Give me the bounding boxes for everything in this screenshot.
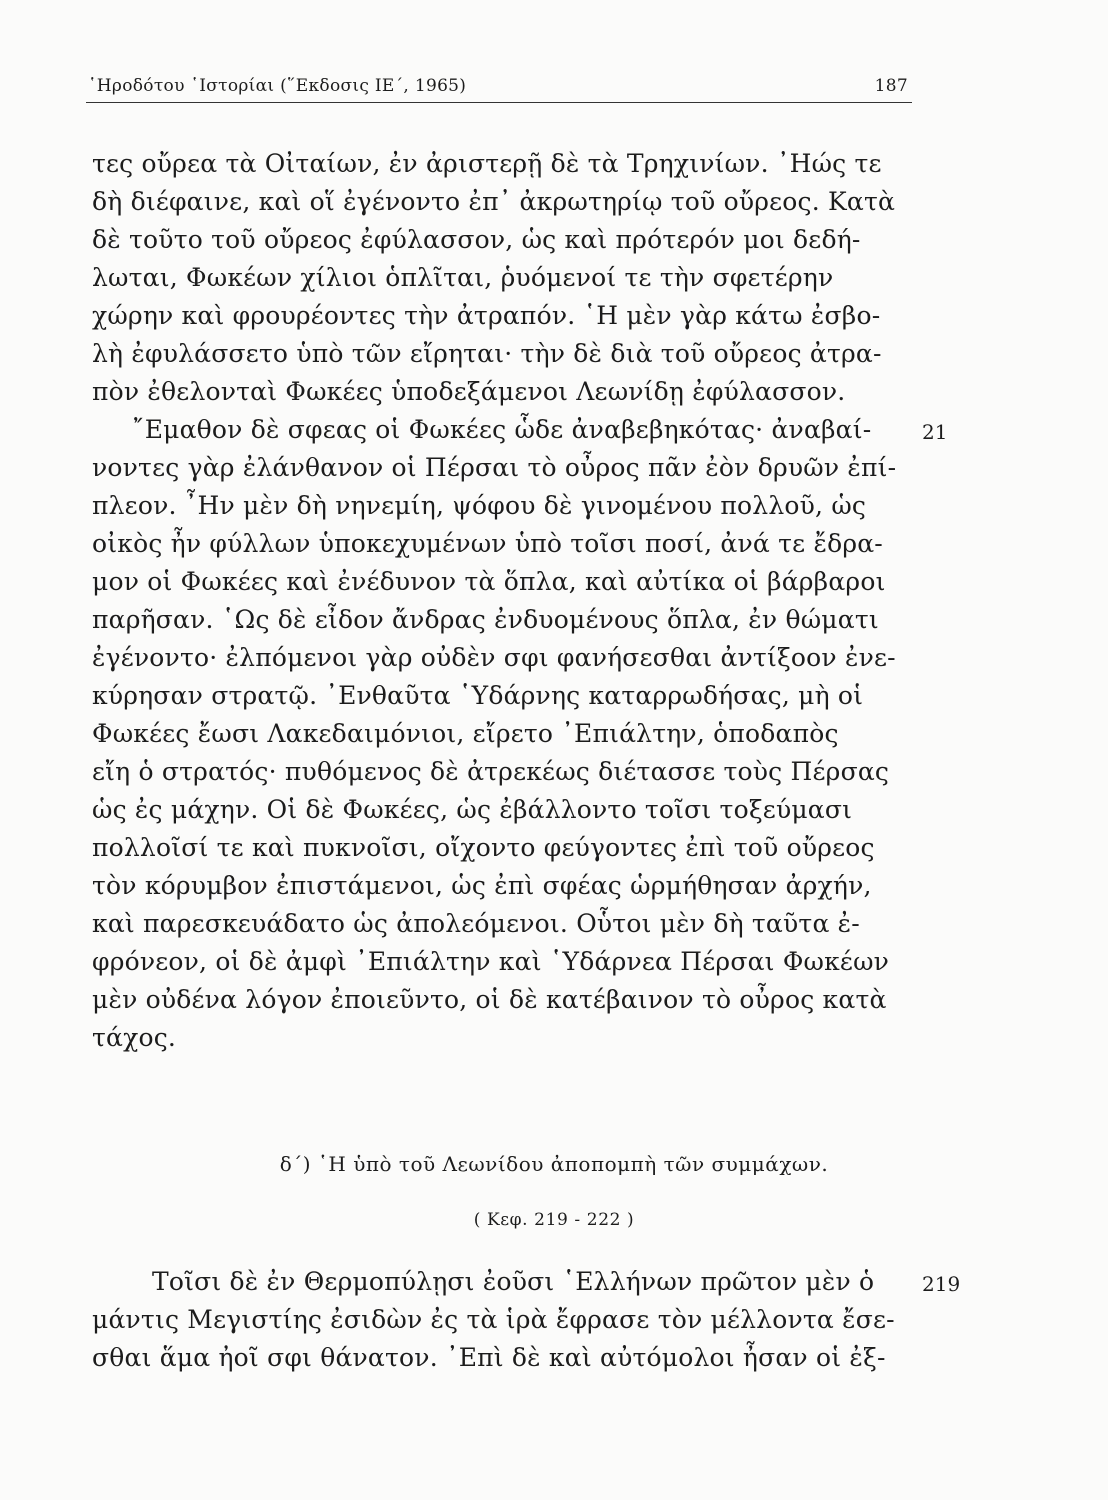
text-line: ῎Εμαθον δὲ σφεας οἱ Φωκέες ὧδε ἀναβεβηκότας· ἀναβαί- — [132, 415, 872, 444]
text-line: πολλοῖσί τε καὶ πυκνοῖσι, οἴχοντο φεύγοντες ἐπὶ τοῦ οὔρεος — [92, 833, 875, 862]
text-line: ὡς ἐς μάχην. Οἱ δὲ Φωκέες, ὡς ἐβάλλοντο τοῖσι τοξεύμασι — [92, 795, 853, 824]
header-rule — [86, 102, 912, 103]
text-line: τες οὔρεα τὰ Οἰταίων, ἐν ἀριστερῇ δὲ τὰ Τρηχινίων. ᾽Ηώς τε — [92, 149, 882, 178]
text-line: εἴη ὁ στρατός· πυθόμενος δὲ ἀτρεκέως διέτασσε τοὺς Πέρσας — [92, 757, 890, 786]
text-line: τάχος. — [92, 1023, 177, 1052]
running-head-title: ῾Ηροδότου ῾Ιστορίαι (῞Εκδοσις ΙΕ΄, 1965) — [88, 76, 467, 96]
text-line: παρῆσαν. ῾Ως δὲ εἶδον ἄνδρας ἐνδυομένους ὅπλα, ἐν θώματι — [92, 605, 879, 634]
margin-chapter-number: 219 — [922, 1272, 961, 1296]
text-line: φρόνεον, οἱ δὲ ἀμφὶ ᾽Επιάλτην καὶ ῾Υδάρνεα Πέρσαι Φωκέων — [92, 947, 890, 976]
text-line: κύρησαν στρατῷ. ᾽Ενθαῦτα ῾Υδάρνης καταρρωδήσας, μὴ οἱ — [92, 681, 864, 710]
section-heading: δ΄) ῾Η ὑπὸ τοῦ Λεωνίδου ἀποπομπὴ τῶν συμμάχων. — [279, 1152, 829, 1176]
text-line: τὸν κόρυμβον ἐπιστάμενοι, ὡς ἐπὶ σφέας ὡρμήθησαν ἀρχήν, — [92, 871, 872, 900]
text-line: οἰκὸς ἦν φύλλων ὑποκεχυμένων ὑπὸ τοῖσι ποσί, ἀνά τε ἔδρα- — [92, 529, 883, 558]
text-line: δὴ διέφαινε, καὶ οἵ ἐγένοντο ἐπ᾽ ἀκρωτηρίῳ τοῦ οὔρεος. Κατὰ — [92, 187, 896, 216]
text-line: δὲ τοῦτο τοῦ οὔρεος ἐφύλασσον, ὡς καὶ πρότερόν μοι δεδή- — [92, 225, 861, 254]
text-line: Τοῖσι δὲ ἐν Θερμοπύλῃσι ἐοῦσι ῾Ελλήνων πρῶτον μὲν ὁ — [152, 1267, 875, 1296]
text-line: Φωκέες ἔωσι Λακεδαιμόνιοι, εἴρετο ᾽Επιάλτην, ὁποδαπὸς — [92, 719, 839, 748]
running-head — [88, 76, 910, 102]
text-line: μὲν οὐδένα λόγον ἐποιεῦντο, οἱ δὲ κατέβαινον τὸ οὖρος κατὰ — [92, 985, 887, 1014]
margin-chapter-number: 21 — [922, 420, 948, 444]
text-line: χώρην καὶ φρουρέοντες τὴν ἀτραπόν. ῾Η μὲν γὰρ κάτω ἐσβο- — [92, 301, 881, 330]
text-line: μάντις Μεγιστίης ἐσιδὼν ἐς τὰ ἱρὰ ἔφρασε τὸν μέλλοντα ἔσε- — [92, 1305, 895, 1334]
text-line: πὸν ἐθελονταὶ Φωκέες ὑποδεξάμενοι Λεωνίδῃ ἐφύλασσον. — [92, 377, 846, 406]
text-line: μον οἱ Φωκέες καὶ ἐνέδυνον τὰ ὅπλα, καὶ αὐτίκα οἱ βάρβαροι — [92, 567, 886, 596]
page-number: 187 — [874, 76, 908, 96]
text-line: καὶ παρεσκευάδατο ὡς ἀπολεόμενοι. Οὗτοι μὲν δὴ ταῦτα ἐ- — [92, 909, 860, 938]
text-line: ἐγένοντο· ἐλπόμενοι γὰρ οὐδὲν σφι φανήσεσθαι ἀντίξοον ἐνε- — [92, 643, 896, 672]
text-line: πλεον. ῏Ην μὲν δὴ νηνεμίη, ψόφου δὲ γινομένου πολλοῦ, ὡς — [92, 491, 867, 520]
text-line: νοντες γὰρ ἐλάνθανον οἱ Πέρσαι τὸ οὖρος πᾶν ἐὸν δρυῶν ἐπί- — [92, 453, 897, 482]
text-line: λὴ ἐφυλάσσετο ὑπὸ τῶν εἴρηται· τὴν δὲ διὰ τοῦ οὔρεος ἀτρα- — [92, 339, 882, 368]
text-line: λωται, Φωκέων χίλιοι ὁπλῖται, ῥυόμενοί τε τὴν σφετέρην — [92, 263, 834, 292]
text-line: σθαι ἅμα ἠοῖ σφι θάνατον. ᾽Επὶ δὲ καὶ αὐτόμολοι ἦσαν οἱ ἐξ- — [92, 1343, 886, 1372]
section-reference: ( Κεφ. 219 - 222 ) — [473, 1210, 635, 1230]
